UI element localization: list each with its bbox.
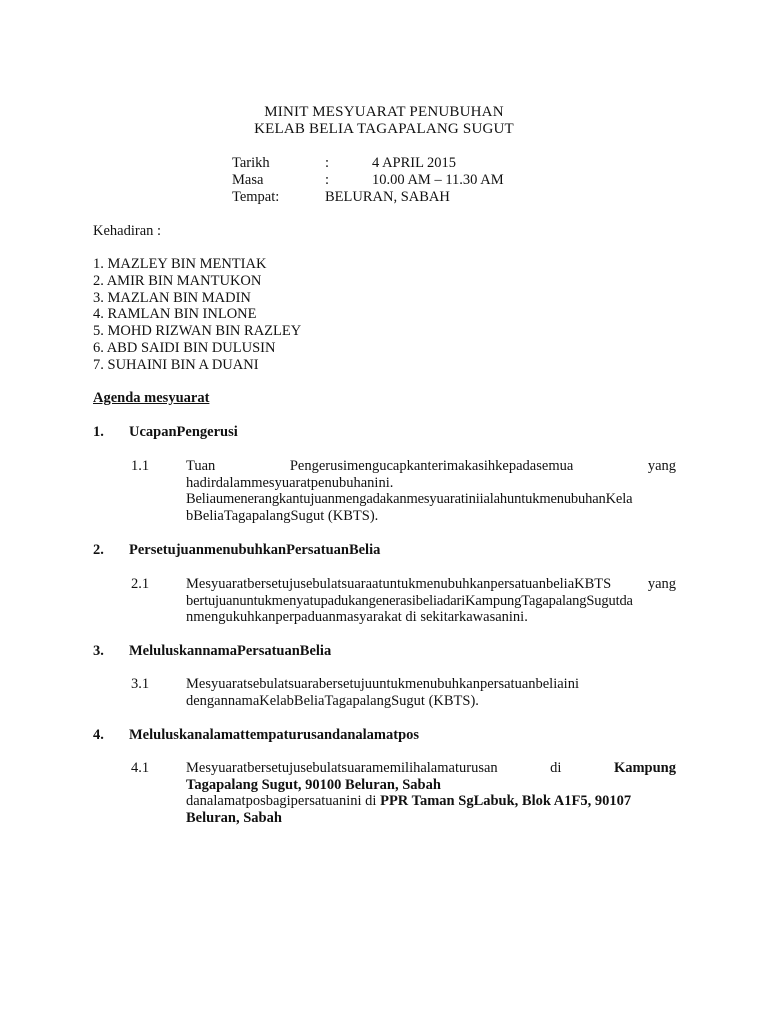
paragraph-line: dengannamaKelabBeliaTagapalangSugut (KBTS). xyxy=(186,692,479,709)
section-number: 4. xyxy=(93,727,104,743)
section-number: 3. xyxy=(93,643,104,659)
date-value: 4 APRIL 2015 xyxy=(372,155,457,171)
item-number: 2.1 xyxy=(131,576,150,592)
attendee-item: 1. MAZLEY BIN MENTIAK xyxy=(93,256,267,272)
paragraph-line xyxy=(186,576,676,593)
paragraph-word: MesyuaratbersetujusebulatsuaraatuntukmenubuhkanpersatuanbeliaKBTS xyxy=(186,576,612,592)
section-title: MeluluskannamaPersatuanBelia xyxy=(129,643,332,659)
paragraph-line xyxy=(186,458,676,475)
item-paragraph xyxy=(186,760,676,826)
paragraph-text-bold: PPR Taman SgLabuk, Blok A1F5, 90107 xyxy=(380,793,632,809)
section-title: Meluluskanalamattempaturusandanalamatpos xyxy=(129,727,420,743)
attendee-item: 5. MOHD RIZWAN BIN RAZLEY xyxy=(93,323,302,339)
paragraph-line: bertujuanuntukmenyatupadukangenerasibeliadariKampungTagapalangSugutda xyxy=(186,592,633,609)
item-paragraph xyxy=(186,458,676,524)
time-colon: : xyxy=(325,172,330,188)
attendance-heading: Kehadiran : xyxy=(93,223,162,239)
date-label: Tarikh xyxy=(232,155,270,171)
time-label: Masa xyxy=(232,172,264,188)
item-paragraph xyxy=(186,576,676,626)
paragraph-word: yang xyxy=(647,458,676,474)
item-paragraph xyxy=(186,676,676,709)
paragraph-word: yang xyxy=(647,576,676,592)
paragraph-line: Mesyuaratsebulatsuarabersetujuuntukmenubuhkanpersatuanbeliaini xyxy=(186,676,579,692)
attendee-item: 3. MAZLAN BIN MADIN xyxy=(93,290,251,306)
paragraph-line: BeliaumenerangkantujuanmengadakanmesyuaratiniialahuntukmenubuhanKela xyxy=(186,491,633,507)
paragraph-line: Tagapalang Sugut, 90100 Beluran, Sabah xyxy=(186,776,441,793)
paragraph-text: danalamatposbagipersatuanini di xyxy=(186,793,381,809)
attendee-item: 2. AMIR BIN MANTUKON xyxy=(93,273,262,289)
section-title: PersetujuanmenubuhkanPersatuanBelia xyxy=(129,542,381,558)
paragraph-line: hadirdalammesyuaratpenubuhanini. xyxy=(186,474,394,491)
section-number: 2. xyxy=(93,542,104,558)
agenda-heading: Agenda mesyuarat xyxy=(93,390,210,406)
paragraph-word: di xyxy=(550,760,562,776)
document-title-line1: MINIT MESYUARAT PENUBUHAN xyxy=(264,104,504,120)
item-number: 3.1 xyxy=(131,676,150,692)
paragraph-line: nmengukuhkanperpaduanmasyarakat di sekitarkawasanini. xyxy=(186,609,528,625)
attendee-item: 7. SUHAINI BIN A DUANI xyxy=(93,357,259,373)
paragraph-word: Kampung xyxy=(613,760,676,776)
paragraph-line xyxy=(186,793,676,810)
attendee-item: 6. ABD SAIDI BIN DULUSIN xyxy=(93,340,276,356)
date-colon: : xyxy=(325,155,330,171)
attendee-item: 4. RAMLAN BIN INLONE xyxy=(93,306,257,322)
section-title: UcapanPengerusi xyxy=(129,424,238,440)
paragraph-word: Pengerusimengucapkanterimakasihkepadasemua xyxy=(289,458,574,474)
time-value: 10.00 AM – 11.30 AM xyxy=(372,172,504,188)
paragraph-word: Tuan xyxy=(186,458,216,474)
place-label: Tempat: xyxy=(232,189,280,205)
paragraph-line xyxy=(186,760,676,777)
section-number: 1. xyxy=(93,424,104,440)
place-value: BELURAN, SABAH xyxy=(325,189,450,205)
paragraph-word: Mesyuaratbersetujusebulatsuaramemilihalamaturusan xyxy=(186,760,498,776)
paragraph-line: Beluran, Sabah xyxy=(186,809,282,826)
item-number: 1.1 xyxy=(131,458,150,474)
paragraph-line: bBeliaTagapalangSugut (KBTS). xyxy=(186,507,379,524)
item-number: 4.1 xyxy=(131,760,150,776)
document-title-line2: KELAB BELIA TAGAPALANG SUGUT xyxy=(254,121,514,137)
